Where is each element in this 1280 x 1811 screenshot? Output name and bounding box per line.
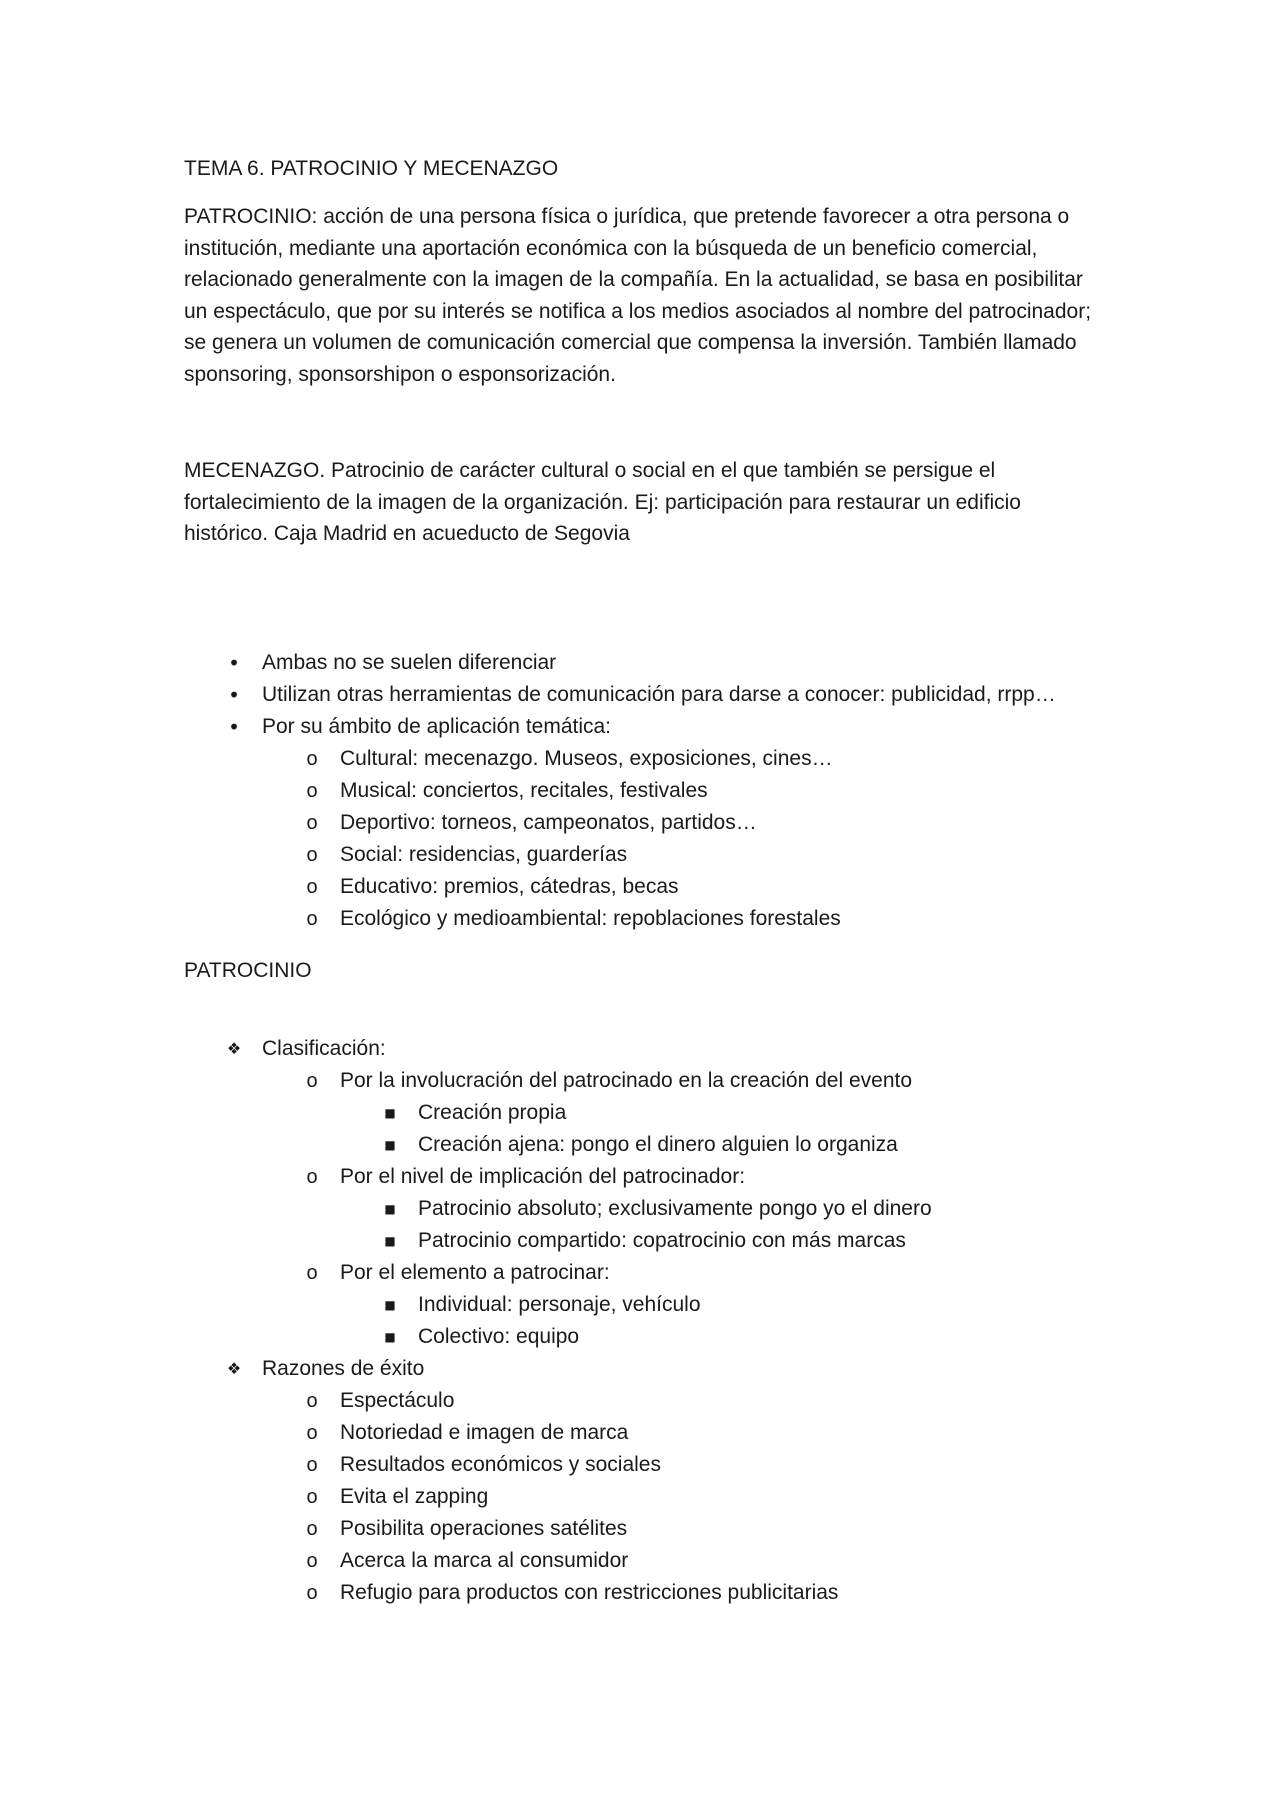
list-item <box>184 1577 1184 1609</box>
list-item <box>184 839 1184 871</box>
document-title: TEMA 6. PATROCINIO Y MECENAZGO <box>184 157 559 180</box>
list-item <box>184 1385 1184 1417</box>
list-item <box>184 871 1184 903</box>
list-item <box>184 903 1184 935</box>
square-bullet-icon: ■ <box>384 1298 396 1312</box>
patrocinio-list <box>184 1033 1184 1609</box>
circle-bullet-icon: o <box>306 1262 318 1284</box>
circle-bullet-icon: o <box>306 748 318 770</box>
circle-bullet-icon: o <box>306 876 318 898</box>
square-bullet-icon: ■ <box>384 1202 396 1216</box>
list-item <box>184 1033 1184 1065</box>
circle-bullet-icon: o <box>306 812 318 834</box>
list-item-text: Creación ajena: pongo el dinero alguien lo organiza <box>418 1133 898 1156</box>
list-item <box>184 775 1184 807</box>
list-item-text: Por la involucración del patrocinado en la creación del evento <box>340 1069 913 1092</box>
bullet-icon: • <box>228 651 240 675</box>
list-item <box>184 679 1184 711</box>
circle-bullet-icon: o <box>306 780 318 802</box>
mecenazgo-definition: MECENAZGO. Patrocinio de carácter cultural o social en el que también se persigue el fortalecimiento de la imagen de la organización. Ej: participación para restaurar un edificio histórico. Caja Madrid en acueducto de Segovia <box>184 459 1021 546</box>
list-item-text: Patrocinio absoluto; exclusivamente pongo yo el dinero <box>418 1197 932 1220</box>
list-item <box>184 1545 1184 1577</box>
list-item-text: Resultados económicos y sociales <box>340 1453 661 1476</box>
list-item-text: Posibilita operaciones satélites <box>340 1517 628 1540</box>
list-item-text: Espectáculo <box>340 1389 455 1412</box>
list-item <box>184 1481 1184 1513</box>
list-item-text: Razones de éxito <box>262 1357 425 1380</box>
list-item-text: Ambas no se suelen diferenciar <box>262 651 557 674</box>
list-item-text: Educativo: premios, cátedras, becas <box>340 875 679 898</box>
list-item-text: Refugio para productos con restricciones publicitarias <box>340 1581 839 1604</box>
circle-bullet-icon: o <box>306 1166 318 1188</box>
square-bullet-icon: ■ <box>384 1106 396 1120</box>
list-item <box>184 1193 1184 1225</box>
list-item-text: Creación propia <box>418 1101 567 1124</box>
circle-bullet-icon: o <box>306 1486 318 1508</box>
list-item <box>184 1161 1184 1193</box>
list-item <box>184 1513 1184 1545</box>
square-bullet-icon: ■ <box>384 1330 396 1344</box>
bullet-icon: • <box>228 715 240 739</box>
circle-bullet-icon: o <box>306 1070 318 1092</box>
list-item <box>184 1097 1184 1129</box>
diamond-bullet-icon: ❖ <box>226 1359 242 1378</box>
diamond-bullet-icon: ❖ <box>226 1039 242 1058</box>
list-item-text: Colectivo: equipo <box>418 1325 580 1348</box>
circle-bullet-icon: o <box>306 1582 318 1604</box>
list-item <box>184 647 1184 679</box>
list-item <box>184 1257 1184 1289</box>
circle-bullet-icon: o <box>306 1422 318 1444</box>
list-item-text: Clasificación: <box>262 1037 386 1060</box>
list-item-text: Cultural: mecenazgo. Museos, exposiciones, cines… <box>340 747 833 770</box>
list-item <box>184 1353 1184 1385</box>
list-item-text: Ecológico y medioambiental: repoblaciones forestales <box>340 907 841 930</box>
list-item-text: Patrocinio compartido: copatrocinio con más marcas <box>418 1229 906 1252</box>
list-item <box>184 711 1184 743</box>
list-item-text: Musical: conciertos, recitales, festivales <box>340 779 708 802</box>
section-heading: PATROCINIO <box>184 959 312 982</box>
general-list <box>184 647 1184 935</box>
circle-bullet-icon: o <box>306 1518 318 1540</box>
list-item <box>184 1065 1184 1097</box>
list-item-text: Individual: personaje, vehículo <box>418 1293 701 1316</box>
list-item <box>184 1321 1184 1353</box>
list-item <box>184 1417 1184 1449</box>
list-item-text: Acerca la marca al consumidor <box>340 1549 629 1572</box>
bullet-icon: • <box>228 683 240 707</box>
list-item <box>184 743 1184 775</box>
circle-bullet-icon: o <box>306 908 318 930</box>
list-item-text: Utilizan otras herramientas de comunicación para darse a conocer: publicidad, rrpp… <box>262 683 1056 706</box>
list-item <box>184 1225 1184 1257</box>
list-item-text: Por el nivel de implicación del patrocinador: <box>340 1165 746 1188</box>
list-item-text: Deportivo: torneos, campeonatos, partidos… <box>340 811 757 834</box>
circle-bullet-icon: o <box>306 1390 318 1412</box>
circle-bullet-icon: o <box>306 1454 318 1476</box>
list-item <box>184 1289 1184 1321</box>
list-item-text: Evita el zapping <box>340 1485 489 1508</box>
list-item-text: Notoriedad e imagen de marca <box>340 1421 629 1444</box>
list-item-text: Social: residencias, guarderías <box>340 843 628 866</box>
list-item-text: Por su ámbito de aplicación temática: <box>262 715 612 738</box>
list-item <box>184 1129 1184 1161</box>
square-bullet-icon: ■ <box>384 1234 396 1248</box>
circle-bullet-icon: o <box>306 1550 318 1572</box>
patrocinio-definition: PATROCINIO: acción de una persona física o jurídica, que pretende favorecer a otra persona o institución, mediante una aportación económica con la búsqueda de un beneficio comercial, relacionado generalmente con la imagen de la compañía. En la actualidad, se basa en posibilitar un espectáculo, que por su interés se notifica a los medios asociados al nombre del patrocinador; se genera un volumen de comunicación comercial que compensa la inversión. También llamado sponsoring, sponsorshipon o esponsorización. <box>184 205 1092 386</box>
list-item <box>184 1449 1184 1481</box>
list-item-text: Por el elemento a patrocinar: <box>340 1261 610 1284</box>
circle-bullet-icon: o <box>306 844 318 866</box>
square-bullet-icon: ■ <box>384 1138 396 1152</box>
list-item <box>184 807 1184 839</box>
